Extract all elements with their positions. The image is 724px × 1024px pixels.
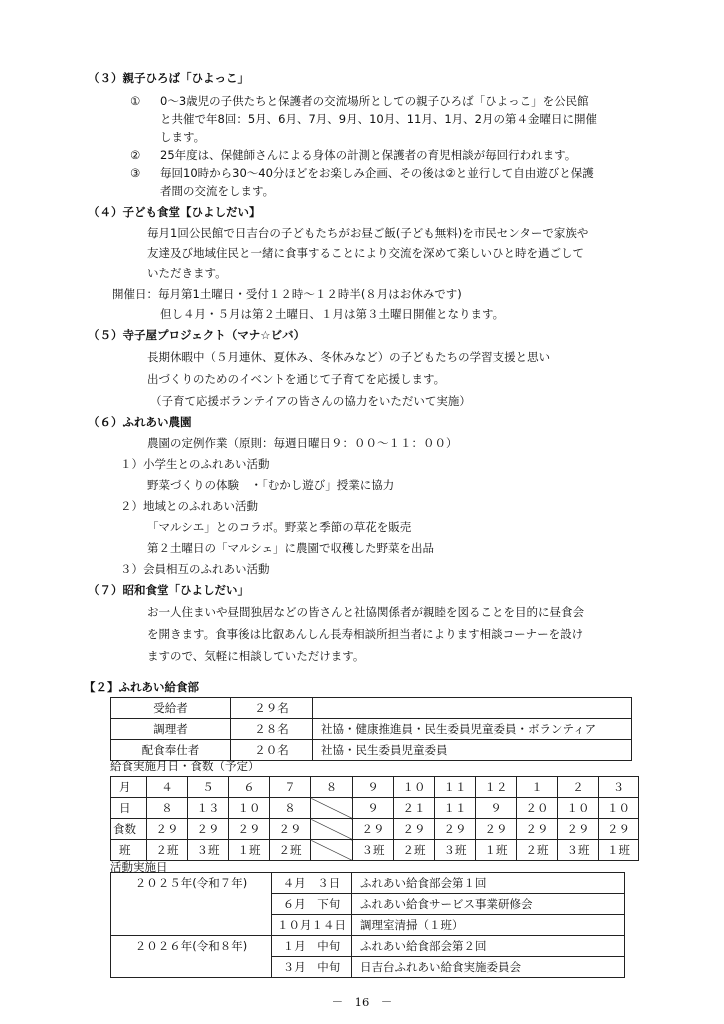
month-cell: ２: [558, 777, 599, 798]
section-6-heading: （６）ふれあい農園: [88, 415, 192, 429]
list-number: ③: [130, 166, 141, 180]
table-row: [111, 957, 625, 978]
months-row: [111, 777, 639, 798]
text-line: 出づくりのためのイベントを通じて子育てを応援します。: [147, 372, 446, 386]
day-cell: ８: [147, 798, 188, 819]
day-cell: １０: [229, 798, 270, 819]
group-cell: ３班: [435, 840, 476, 861]
activity-year: ２０２５年(令和７年): [111, 873, 272, 894]
table-row: [111, 698, 632, 719]
meal-cell: ２９: [229, 819, 270, 840]
row-label: 月: [111, 777, 147, 798]
page-number: － 16 －: [331, 995, 393, 1009]
text-line: お一人住まいや昼間独居などの皆さんと社協関係者が親睦を図ることを目的に昼食会: [147, 605, 584, 619]
month-cell: ６: [229, 777, 270, 798]
meal-cell: ２９: [353, 819, 394, 840]
activity-table: [110, 872, 625, 978]
month-cell: ３: [599, 777, 639, 798]
day-cell: ２１: [394, 798, 435, 819]
month-cell: ４: [147, 777, 188, 798]
meal-cell: ２９: [599, 819, 639, 840]
day-cell: １３: [188, 798, 229, 819]
activity-year: [111, 957, 272, 978]
no-service-cell: [311, 819, 353, 840]
text-line: 0～3歳児の子供たちと保護者の交流場所としての親子ひろば「ひよっこ」を公民館: [160, 94, 589, 108]
activity-date: ３月 中旬: [272, 957, 352, 978]
month-cell: １: [517, 777, 558, 798]
group-cell: ２班: [147, 840, 188, 861]
day-cell: ９: [353, 798, 394, 819]
groups-row: [111, 840, 639, 861]
activity-year: [111, 894, 272, 915]
staff-note: 社協・民生委員児童委員: [313, 740, 632, 761]
meal-cell: ２９: [435, 819, 476, 840]
staff-table: [110, 697, 632, 761]
table-row: [111, 915, 625, 936]
staff-count: ２９名: [231, 698, 313, 719]
text-line: を開きます。食事後は比叡あんしん長寿相談所担当者によります相談コーナーを設け: [147, 627, 584, 641]
staff-count: ２０名: [231, 740, 313, 761]
section-3-heading: （３）親子ひろば「ひよっこ」: [88, 71, 249, 85]
group-cell: ３班: [558, 840, 599, 861]
text-line: 野菜づくりの体験 ・「むかし遊び」授業に協力: [147, 478, 395, 492]
text-line: 者間の交流をします。: [160, 184, 275, 198]
meal-cell: ２９: [558, 819, 599, 840]
activity-date: １０月１４日: [272, 915, 352, 936]
day-cell: ９: [476, 798, 517, 819]
text-line: します。: [160, 130, 206, 144]
month-cell: ７: [270, 777, 311, 798]
group-cell: ２班: [517, 840, 558, 861]
group-cell: １班: [599, 840, 639, 861]
day-cell: ２０: [517, 798, 558, 819]
group-cell: ２班: [394, 840, 435, 861]
meal-cell: ２９: [394, 819, 435, 840]
part2-heading: 【２】ふれあい給食部: [84, 680, 199, 694]
text-line: 「マルシエ」とのコラボ。野菜と季節の草花を販売: [147, 520, 412, 534]
sub-heading: ２）地域とのふれあい活動: [120, 499, 258, 513]
day-cell: ８: [270, 798, 311, 819]
text-line: いただきます。: [147, 266, 227, 280]
activity-event: 調理室清掃（１班）: [352, 915, 625, 936]
row-label: 日: [111, 798, 147, 819]
table-row: [111, 936, 625, 957]
month-cell: １１: [435, 777, 476, 798]
text-line: 長期休暇中（５月連休、夏休み、冬休みなど）の子どもたちの学習支援と思い: [147, 350, 551, 364]
day-cell: １０: [558, 798, 599, 819]
section-4-heading: （４）子ども食堂【ひよしだい】: [88, 205, 261, 219]
schedule-line: 開催日：毎月第1土曜日・受付１２時～１２時半(８月はお休みです): [112, 287, 462, 301]
no-service-cell: [311, 798, 353, 819]
meals-row: [111, 819, 639, 840]
activity-event: ふれあい給食部会第１回: [352, 873, 625, 894]
no-service-cell: [311, 840, 353, 861]
list-number: ②: [130, 148, 141, 162]
meal-cell: ２９: [517, 819, 558, 840]
text-line: 農園の定例作業（原則：毎週日曜日９：００～１１：００）: [147, 436, 458, 450]
activity-year: [111, 915, 272, 936]
meal-cell: ２９: [188, 819, 229, 840]
group-cell: ３班: [353, 840, 394, 861]
day-cell: １０: [599, 798, 639, 819]
activity-caption: 活動実施日: [110, 860, 168, 874]
row-label: 食数: [111, 819, 147, 840]
month-cell: １２: [476, 777, 517, 798]
month-cell: ５: [188, 777, 229, 798]
staff-count: ２８名: [231, 719, 313, 740]
text-line: （子育て応援ボランテイアの皆さんの協力をいただいて実施）: [150, 394, 471, 408]
days-row: [111, 798, 639, 819]
staff-role: 調理者: [111, 719, 231, 740]
meal-cell: ２９: [476, 819, 517, 840]
month-cell: １０: [394, 777, 435, 798]
sub-heading: ３）会員相互のふれあい活動: [120, 562, 270, 576]
section-5-heading: （５）寺子屋プロジェクト（マナ☆ビバ）: [88, 328, 306, 342]
activity-event: 日吉台ふれあい給食実施委員会: [352, 957, 625, 978]
group-cell: ２班: [270, 840, 311, 861]
staff-role: 受給者: [111, 698, 231, 719]
row-label: 班: [111, 840, 147, 861]
table-row: [111, 719, 632, 740]
activity-date: １月 中旬: [272, 936, 352, 957]
month-cell: ９: [353, 777, 394, 798]
table-row: [111, 740, 632, 761]
text-line: 友達及び地域住民と一緒に食事することにより交流を深めて楽しいひと時を過ごして: [147, 246, 584, 260]
month-cell: ８: [311, 777, 353, 798]
table-row: [111, 873, 625, 894]
text-line: と共催で年8回：5月、6月、7月、9月、10月、11月、1月、2月の第４金曜日に開催: [160, 112, 597, 126]
staff-note: 社協・健康推進員・民生委員児童委員・ボランティア: [313, 719, 632, 740]
day-cell: １１: [435, 798, 476, 819]
activity-event: ふれあい給食部会第２回: [352, 936, 625, 957]
schedule-caption: 給食実施月日・食数（予定）: [110, 759, 260, 773]
activity-date: ６月 下旬: [272, 894, 352, 915]
sub-heading: １）小学生とのふれあい活動: [120, 457, 270, 471]
group-cell: １班: [476, 840, 517, 861]
activity-event: ふれあい給食サービス事業研修会: [352, 894, 625, 915]
table-row: [111, 894, 625, 915]
staff-note: [313, 698, 632, 719]
meal-schedule-table: [110, 776, 639, 861]
meal-cell: ２９: [147, 819, 188, 840]
meal-cell: ２９: [270, 819, 311, 840]
text-line: 毎月1回公民館で日吉台の子どもたちがお昼ご飯(子ども無料)を市民センターで家族や: [147, 226, 589, 240]
group-cell: １班: [229, 840, 270, 861]
section-7-heading: （７）昭和食堂「ひよしだい」: [88, 583, 249, 597]
text-line: ますので、気軽に相談していただけます。: [147, 649, 365, 663]
group-cell: ３班: [188, 840, 229, 861]
text-line: 25年度は、保健師さんによる身体の計測と保護者の育児相談が毎回行われます。: [160, 148, 577, 162]
schedule-note: 但し４月・５月は第２土曜日、１月は第３土曜日開催となります。: [160, 307, 505, 321]
list-number: ①: [130, 94, 141, 108]
activity-year: ２０２６年(令和８年): [111, 936, 272, 957]
text-line: 毎回10時から30～40分ほどをお楽しみ企画、その後は②と並行して自由遊びと保護: [160, 166, 594, 180]
activity-date: ４月 ３日: [272, 873, 352, 894]
staff-role: 配食奉仕者: [111, 740, 231, 761]
text-line: 第２土曜日の「マルシェ」に農園で収穫した野菜を出品: [147, 541, 434, 555]
